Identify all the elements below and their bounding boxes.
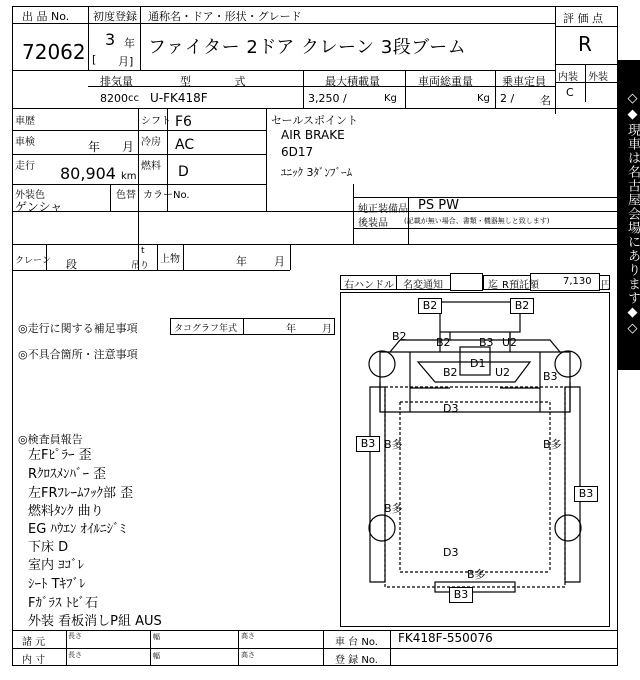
color-change-label: 色替 [116, 190, 136, 201]
capacity-label: 乗車定員 [502, 75, 546, 88]
length-label: 長さ [68, 632, 82, 640]
r-amount: 7,130 [563, 276, 592, 287]
sales-line-1: AIR BRAKE [281, 128, 345, 142]
equipment-label: 純正装備品 [358, 204, 408, 215]
bracket: [ [92, 53, 97, 66]
grade-label: 評 価 点 [563, 12, 603, 25]
height-label-2: 高さ [241, 651, 255, 659]
capacity-unit: 名 [540, 94, 551, 107]
month-unit: 月] [118, 55, 134, 68]
tacho-year: 年 [286, 324, 296, 335]
kg-unit: Kg [384, 93, 397, 104]
mark-b2-front: B2 [443, 366, 458, 379]
mark-b2-cab: B2 [436, 336, 451, 349]
tacho-label: タコグラフ年式 [174, 324, 238, 334]
kg-unit-2: Kg [477, 93, 490, 104]
dims-label: 諸 元 [22, 637, 46, 648]
model: U-FK418F [150, 91, 208, 105]
color: ゲンシャ [15, 200, 63, 214]
model-label: 型 式 [180, 75, 246, 88]
mark-b2-top-right: B2 [510, 298, 534, 314]
shift: F6 [175, 114, 192, 130]
inspector-line: 左Fﾋﾟﾗｰ 歪 [28, 448, 92, 463]
height-label: 高さ [241, 632, 255, 640]
crane-stage: 段 [66, 258, 77, 271]
gross-label: 車両総重量 [418, 75, 473, 88]
crane-label: クレーン [15, 256, 51, 266]
mark-b3-front-right: B3 [543, 370, 558, 383]
aftermarket-note: (記載が無い場合、書類・機器無しと致します) [404, 217, 550, 225]
sales-line-3: ﾕﾆｯｸ 3ﾀﾞﾝﾌﾞｰﾑ [281, 166, 352, 179]
mark-b2-side: B2 [392, 330, 407, 343]
mark-b-many-left: B多 [384, 438, 403, 451]
chassis-no: FK418F-550076 [398, 631, 493, 645]
inspector-line: Rｸﾛｽﾒﾝﾊﾞｰ 歪 [28, 467, 107, 482]
defects-label: ◎不具合箇所・注意事項 [18, 348, 138, 361]
right-hand: 右ハンドル [344, 280, 394, 291]
location-banner-text: ◇◆現車は名古屋会場にあります◆◇ [625, 91, 640, 337]
mark-b-many-right: B多 [543, 438, 562, 451]
inspector-line: EG ﾊｳｴﾝ ｵｲﾙﾆｼﾞﾐ [28, 522, 127, 537]
history-label: 車歴 [15, 116, 35, 127]
inspection-label: 車検 [15, 137, 35, 148]
lot-no: 72062 [22, 40, 86, 64]
inspector-line: ｼｰﾄ Tｷﾌﾞﾚ [28, 577, 86, 592]
cc-unit: cc [128, 93, 139, 104]
sales-line-2: 6D17 [281, 145, 314, 159]
displacement: 8200 [100, 92, 128, 105]
reg-label: 登 録 No. [335, 655, 378, 666]
first-reg-label: 初度登録 [93, 10, 137, 23]
body-month: 月 [274, 255, 285, 268]
displacement-label: 排気量 [100, 75, 133, 88]
mark-d1: D1 [470, 357, 486, 370]
overall-grade: R [578, 32, 592, 56]
notice-box [450, 273, 483, 291]
mark-b3-box-left: B3 [356, 436, 380, 452]
ac-label: 冷房 [141, 137, 161, 148]
width-label-2: 幅 [153, 652, 160, 660]
length-label-2: 長さ [68, 651, 82, 659]
mark-u2-cab: U2 [502, 336, 518, 349]
car-name-label: 通称名・ドア・形状・グレード [148, 10, 302, 23]
crane-lift: 吊り [131, 261, 150, 271]
chassis-label: 車 台 No. [335, 637, 378, 648]
max-load-label: 最大積載量 [325, 75, 380, 88]
aftermarket-label: 後装品 [358, 218, 388, 229]
yen-unit: 円 [601, 280, 611, 291]
exterior-grade: C [566, 86, 574, 99]
mark-b3-box-right: B3 [574, 486, 598, 502]
km-unit: km [121, 171, 137, 182]
ac: AC [175, 137, 195, 153]
mark-b2-top-left: B2 [418, 298, 442, 314]
fuel: D [178, 164, 189, 180]
inspection-month: 月 [122, 140, 135, 154]
exterior-label: 外装 [588, 72, 608, 83]
driving-label: ◎走行に関する補足事項 [18, 322, 138, 335]
width-label: 幅 [153, 633, 160, 641]
mark-b-many-left-2: B多 [384, 502, 403, 515]
mileage-label: 走行 [15, 161, 35, 172]
mark-b-many-bottom: B多 [467, 568, 486, 581]
mark-u2-front: U2 [495, 366, 511, 379]
inspector-label: ◎検査員報告 [18, 433, 83, 446]
mark-d3-bottom: D3 [443, 546, 459, 559]
inspector-line: 外装 看板消しP組 AUS [28, 614, 162, 629]
inspection-year: 年 [88, 140, 101, 154]
color-no-label: カラーNo. [143, 190, 190, 201]
shift-label: シフト [141, 116, 171, 127]
r-label: R預託額 [502, 280, 539, 291]
color-label: 外装色 [15, 190, 45, 201]
inspector-line: 下床 D [28, 540, 69, 555]
first-reg-year: 3 [105, 30, 116, 49]
body-year: 年 [236, 255, 247, 268]
inspector-line: Fｶﾞﾗｽ ﾄﾋﾞ石 [28, 596, 99, 611]
interior-dims-label: 内 寸 [22, 655, 46, 666]
mark-d3-top: D3 [443, 402, 459, 415]
inspector-line: 室内 ﾖｺﾞﾚ [28, 558, 85, 573]
car-name: ファイター 2ドア クレーン 3段ブーム [148, 37, 467, 58]
equipment-value: PS PW [418, 198, 459, 213]
body-label: 上物 [160, 254, 180, 265]
crane-ton: t [141, 246, 145, 256]
mark-b3-bottom: B3 [449, 587, 473, 603]
inspector-line: 左FRﾌﾚｰﾑﾌｯｸ部 歪 [28, 486, 134, 501]
mileage: 80,904 [60, 164, 116, 183]
name-change: 名変通知 [403, 280, 443, 291]
lot-no-label: 出 品 No. [22, 10, 70, 23]
fuel-label: 燃料 [141, 161, 161, 172]
deadline-label: 迄 [488, 280, 498, 291]
mark-b3-cab: B3 [479, 336, 494, 349]
capacity: 2 / [500, 92, 515, 105]
tacho-month: 月 [322, 324, 332, 335]
interior-label: 内装 [558, 72, 578, 83]
sales-label: セールスポイント [271, 114, 359, 127]
max-load: 3,250 / [308, 92, 347, 105]
year-unit: 年 [124, 37, 135, 50]
inspector-line: 燃料ﾀﾝｸ 曲り [28, 504, 104, 519]
